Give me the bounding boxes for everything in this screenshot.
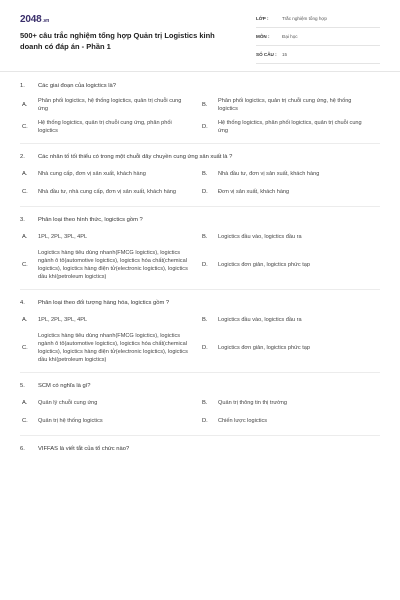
option-a[interactable] bbox=[20, 311, 200, 329]
option-a[interactable] bbox=[20, 394, 200, 412]
question-text: VIFFAS là viết tắt của tổ chức nào? bbox=[38, 446, 130, 452]
option-letter: B. bbox=[202, 317, 208, 323]
option-letter: A. bbox=[22, 400, 28, 406]
document-header bbox=[20, 14, 384, 62]
question-number: 1. bbox=[20, 83, 25, 89]
option-d[interactable] bbox=[200, 329, 380, 367]
option-a[interactable] bbox=[20, 228, 200, 246]
option-letter: D. bbox=[202, 189, 208, 195]
option-text: Nhà cung cấp, đơn vị sản xuất, khách hàng bbox=[38, 171, 146, 177]
option-letter: D. bbox=[202, 418, 208, 424]
option-b[interactable] bbox=[200, 311, 380, 329]
option-text: Logictics đầu vào, logictics đầu ra bbox=[218, 234, 302, 240]
option-text: Logictics đầu vào, logictics đầu ra bbox=[218, 317, 302, 323]
meta-info bbox=[256, 14, 380, 68]
question-3 bbox=[20, 212, 380, 290]
option-letter: B. bbox=[202, 102, 208, 108]
question-5 bbox=[20, 378, 380, 436]
option-text: Phân phối logictics, hệ thống logictics, quản trị chuỗi cung ứng bbox=[38, 98, 182, 112]
question-6-line bbox=[20, 441, 380, 457]
option-text: Logictics đơn giản, logictics phức tạp bbox=[218, 262, 310, 268]
option-c[interactable] bbox=[20, 183, 200, 201]
option-text: Nhà đầu tư, nhà cung cấp, đơn vị sản xuất, khách hàng bbox=[38, 189, 177, 195]
options bbox=[20, 311, 380, 367]
option-c[interactable] bbox=[20, 329, 200, 367]
question-number: 4. bbox=[20, 300, 25, 306]
option-letter: B. bbox=[202, 234, 208, 240]
question-divider bbox=[20, 289, 380, 290]
options bbox=[20, 165, 380, 201]
option-letter: D. bbox=[202, 124, 208, 130]
option-letter: C. bbox=[22, 124, 28, 130]
question-divider bbox=[20, 372, 380, 373]
option-text: Phân phối logictics, quản trị chuỗi cung ứng, hệ thống logictics bbox=[218, 98, 352, 112]
option-text: Logictics hàng tiêu dùng nhanh(FMCG logictics), logictics ngành ô tô(automotive logictics), logictics hóa chất(chemical logictics), logictics hàng điện tử(electronic logictics), logictics dầu khí(petroleum logictics) bbox=[38, 250, 188, 280]
question-divider bbox=[20, 143, 380, 144]
question-4-line bbox=[20, 295, 380, 311]
option-b[interactable] bbox=[200, 394, 380, 412]
question-divider bbox=[20, 206, 380, 207]
question-5-line bbox=[20, 378, 380, 394]
option-d[interactable] bbox=[200, 116, 380, 138]
option-b[interactable] bbox=[200, 228, 380, 246]
options bbox=[20, 228, 380, 284]
meta-class-value: Trắc nghiệm tổng hợp bbox=[282, 16, 327, 21]
options bbox=[20, 94, 380, 138]
question-text: SCM có nghĩa là gì? bbox=[38, 383, 91, 389]
option-letter: C. bbox=[22, 262, 28, 268]
meta-subject-key: MÔN : bbox=[256, 34, 270, 39]
option-text: Logictics hàng tiêu dùng nhanh(FMCG logictics), logictics ngành ô tô(automotive logictics), logictics hóa chất(chemical logictics), logictics hàng điện tử(electronic logictics), logictics dầu khí(petroleum logictics) bbox=[38, 333, 188, 363]
page-title: 500+ câu trắc nghiệm tổng hợp Quản trị Logistics kinh doanh có đáp án - Phần 1 bbox=[20, 31, 215, 51]
question-number: 6. bbox=[20, 446, 25, 452]
option-text: Hệ thống logictics, quản trị chuỗi cung ứng, phân phối logictics bbox=[38, 120, 172, 134]
option-letter: A. bbox=[22, 102, 28, 108]
question-number: 5. bbox=[20, 383, 25, 389]
option-c[interactable] bbox=[20, 412, 200, 430]
option-letter: C. bbox=[22, 418, 28, 424]
option-text: Quản lý chuỗi cung ứng bbox=[38, 400, 98, 406]
question-6 bbox=[20, 441, 380, 457]
meta-class-row bbox=[256, 14, 380, 28]
question-2-line bbox=[20, 149, 380, 165]
meta-subject-value: Đại học bbox=[282, 34, 298, 39]
option-a[interactable] bbox=[20, 94, 200, 116]
option-letter: A. bbox=[22, 317, 28, 323]
meta-count-value: 15 bbox=[282, 52, 288, 57]
option-d[interactable] bbox=[200, 183, 380, 201]
option-text: 1PL, 2PL, 3PL, 4PL bbox=[38, 317, 88, 323]
option-c[interactable] bbox=[20, 116, 200, 138]
option-letter: C. bbox=[22, 345, 28, 351]
meta-subject-row bbox=[256, 32, 380, 46]
meta-count-key: SỐ CÂU : bbox=[256, 52, 277, 57]
option-c[interactable] bbox=[20, 246, 200, 284]
option-text: 1PL, 2PL, 3PL, 4PL bbox=[38, 234, 88, 240]
meta-class-key: LỚP : bbox=[256, 16, 269, 21]
question-number: 2. bbox=[20, 154, 25, 160]
question-text: Phân loại theo hình thức, logictics gồm ? bbox=[38, 217, 143, 223]
option-letter: B. bbox=[202, 171, 208, 177]
meta-count-row bbox=[256, 50, 380, 64]
question-1-line bbox=[20, 78, 380, 94]
option-letter: A. bbox=[22, 171, 28, 177]
question-text: Phân loại theo đối tượng hàng hóa, logictics gồm ? bbox=[38, 300, 170, 306]
option-letter: D. bbox=[202, 262, 208, 268]
options bbox=[20, 394, 380, 430]
option-d[interactable] bbox=[200, 412, 380, 430]
option-text: Chiến lược logictics bbox=[218, 418, 268, 424]
question-divider bbox=[20, 435, 380, 436]
question-2 bbox=[20, 149, 380, 207]
option-text: Đơn vị sản xuất, khách hàng bbox=[218, 189, 290, 195]
option-letter: D. bbox=[202, 345, 208, 351]
option-text: Quản trị thông tin thị trường bbox=[218, 400, 287, 406]
logo-suffix: .vn bbox=[42, 18, 50, 24]
option-letter: C. bbox=[22, 189, 28, 195]
question-1 bbox=[20, 78, 380, 144]
option-text: Nhà đầu tư, đơn vị sản xuất, khách hàng bbox=[218, 171, 320, 177]
question-4 bbox=[20, 295, 380, 373]
option-b[interactable] bbox=[200, 165, 380, 183]
option-a[interactable] bbox=[20, 165, 200, 183]
question-text: Các giai đoạn của logictics là? bbox=[38, 83, 116, 89]
option-d[interactable] bbox=[200, 246, 380, 284]
option-text: Quản trị hệ thống logictics bbox=[38, 418, 103, 424]
option-letter: A. bbox=[22, 234, 28, 240]
option-b[interactable] bbox=[200, 94, 380, 116]
option-text: Logictics đơn giản, logictics phức tạp bbox=[218, 345, 310, 351]
question-3-line bbox=[20, 212, 380, 228]
logo-number: 2048 bbox=[20, 14, 42, 25]
question-list bbox=[20, 78, 380, 461]
question-number: 3. bbox=[20, 217, 25, 223]
header-divider bbox=[0, 71, 400, 72]
site-logo[interactable] bbox=[20, 14, 49, 25]
option-text: Hệ thống logictics, phân phối logictics, quản trị chuỗi cung ứng bbox=[218, 120, 362, 134]
option-letter: B. bbox=[202, 400, 208, 406]
question-text: Các nhân tố tối thiểu có trong một chuỗi dây chuyền cung ứng sản xuất là ? bbox=[38, 154, 233, 160]
